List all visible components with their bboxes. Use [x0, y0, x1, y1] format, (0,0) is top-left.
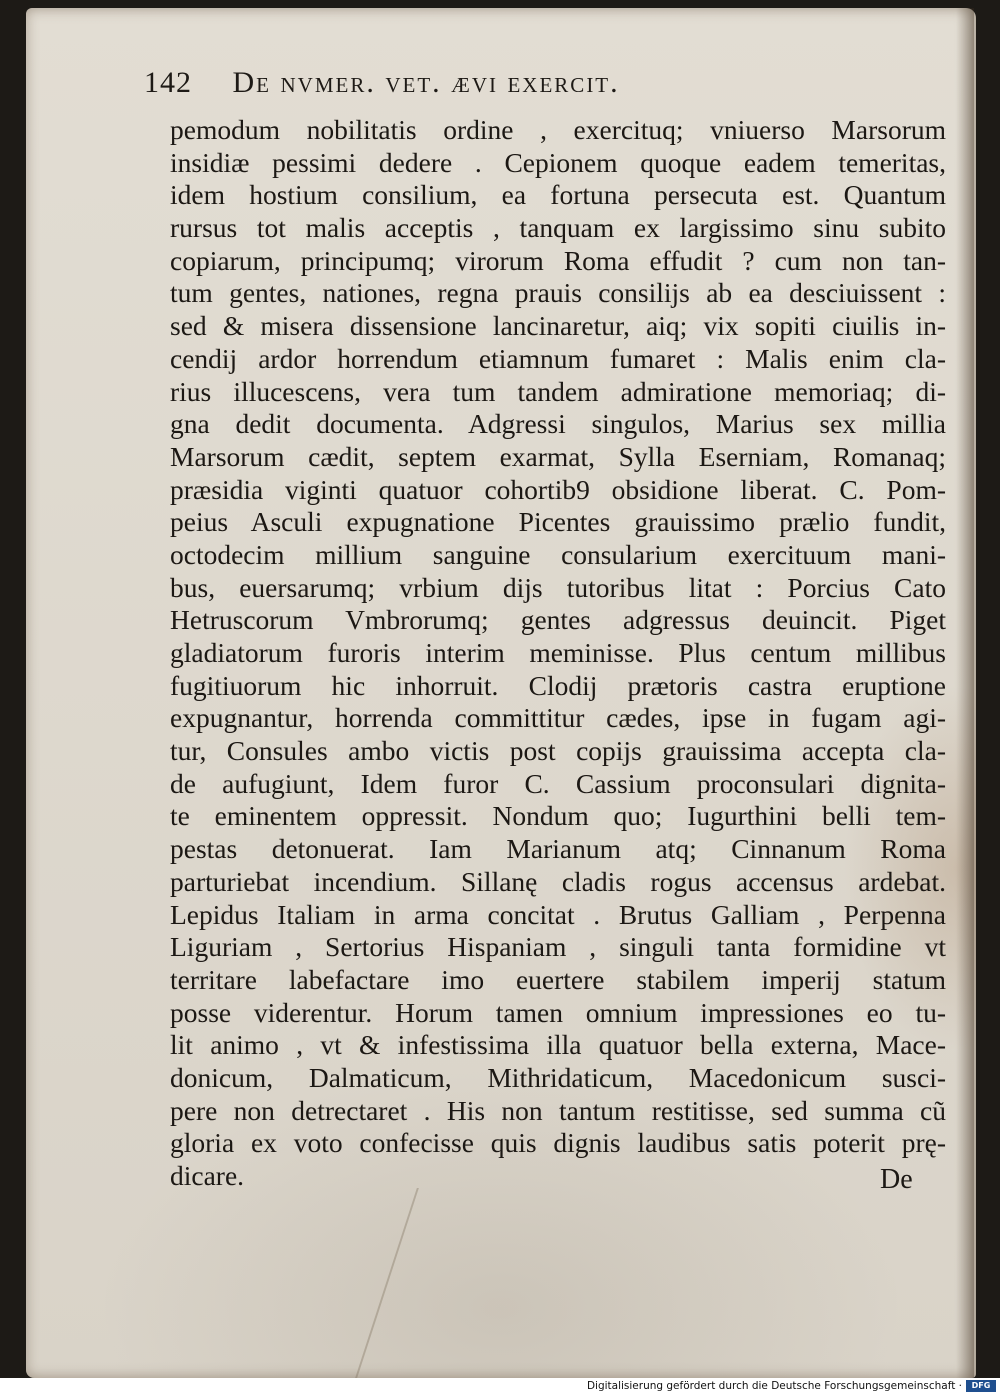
digitization-footer	[0, 1378, 1000, 1394]
text-line: rius illucescens, vera tum tandem admiratione memoriaq; di-	[170, 375, 946, 407]
text-line: pere non detrectaret . His non tantum restitisse, sed summa cũ	[170, 1094, 946, 1126]
text-line: te eminentem oppressit. Nondum quo; Iugurthini belli tem-	[170, 800, 946, 832]
page-header	[144, 66, 844, 106]
page-number: 142	[144, 66, 192, 99]
book-page	[26, 8, 976, 1378]
text-line: dicare.	[170, 1160, 245, 1191]
text-line: præsidia viginti quatuor cohortib9 obsidione liberat. C. Pom-	[170, 473, 946, 505]
text-line: Marsorum cædit, septem exarmat, Sylla Eserniam, Romanaq;	[170, 440, 946, 472]
text-line: posse viderentur. Horum tamen omnium impressiones eo tu-	[170, 996, 946, 1028]
text-line: copiarum, principumq; virorum Roma effudit ? cum non tan-	[170, 244, 946, 276]
text-line: expugnantur, horrenda committitur cædes, ipse in fugam agi-	[170, 702, 946, 734]
text-line: cendij ardor horrendum etiamnum fumaret : Malis enim cla-	[170, 342, 946, 374]
text-line: territare labefactare imo euertere stabilem imperij statum	[170, 963, 946, 995]
paper-crease	[355, 1188, 539, 1378]
text-line: Hetruscorum Vmbrorumq; gentes adgressus deuincit. Piget	[170, 604, 946, 636]
text-line: pestas detonuerat. Iam Marianum atq; Cinnanum Roma	[170, 833, 946, 865]
funding-credit: Digitalisierung gefördert durch die Deutsche Forschungsgemeinschaft ·	[586, 1380, 962, 1392]
text-line: peius Asculi expugnatione Picentes grauissimo prælio fundit,	[170, 506, 946, 538]
text-line: gladiatorum furoris interim meminisse. Plus centum millibus	[170, 637, 946, 668]
text-line: lit animo , vt & infestissima illa quatuor bella externa, Mace-	[170, 1029, 946, 1061]
text-line: de aufugiunt, Idem furor C. Cassium proconsulari dignita-	[170, 767, 946, 799]
text-line: Liguriam , Sertorius Hispaniam , singuli tanta formidine vt	[170, 931, 946, 963]
text-line: gna dedit documenta. Adgressi singulos, Marius sex millia	[170, 408, 946, 440]
text-line: Lepidus Italiam in arma concitat . Brutus Galliam , Perpenna	[170, 898, 946, 930]
text-line: fugitiuorum hic inhorruit. Clodij prætoris castra eruptione	[170, 669, 946, 701]
text-line: octodecim millium sanguine consularium exercituum mani-	[170, 538, 946, 570]
text-line: pemodum nobilitatis ordine , exercituq; vniuerso Marsorum	[170, 114, 946, 145]
text-line: bus, euersarumq; vrbium dijs tutoribus litat : Porcius Cato	[170, 571, 946, 603]
running-head: De nvmer. vet. ævi exercit.	[232, 66, 620, 99]
text-line: donicum, Dalmaticum, Mithridaticum, Macedonicum susci-	[170, 1061, 946, 1093]
text-line: insidiæ pessimi dedere . Cepionem quoque eadem temeritas,	[170, 146, 946, 178]
body-text	[170, 114, 946, 1193]
text-line: sed & misera dissensione lancinaretur, aiq; vix sopiti ciuilis in-	[170, 310, 946, 342]
text-line: idem hostium consilium, ea fortuna persecuta est. Quantum	[170, 179, 946, 211]
text-line: tur, Consules ambo victis post copijs grauissima accepta cla-	[170, 735, 946, 767]
text-line: gloria ex voto confecisse quis dignis laudibus satis poterit prę-	[170, 1127, 946, 1159]
text-line: parturiebat incendium. Sillanę cladis rogus accensus ardebat.	[170, 865, 946, 897]
page-gutter-shadow	[956, 8, 974, 1378]
text-line: rursus tot malis acceptis , tanquam ex largissimo sinu subito	[170, 212, 946, 244]
dfg-logo: DFG	[966, 1380, 996, 1392]
catchword: De	[880, 1164, 913, 1195]
text-line: tum gentes, nationes, regna prauis consilijs ab ea desciuissent :	[170, 277, 946, 309]
